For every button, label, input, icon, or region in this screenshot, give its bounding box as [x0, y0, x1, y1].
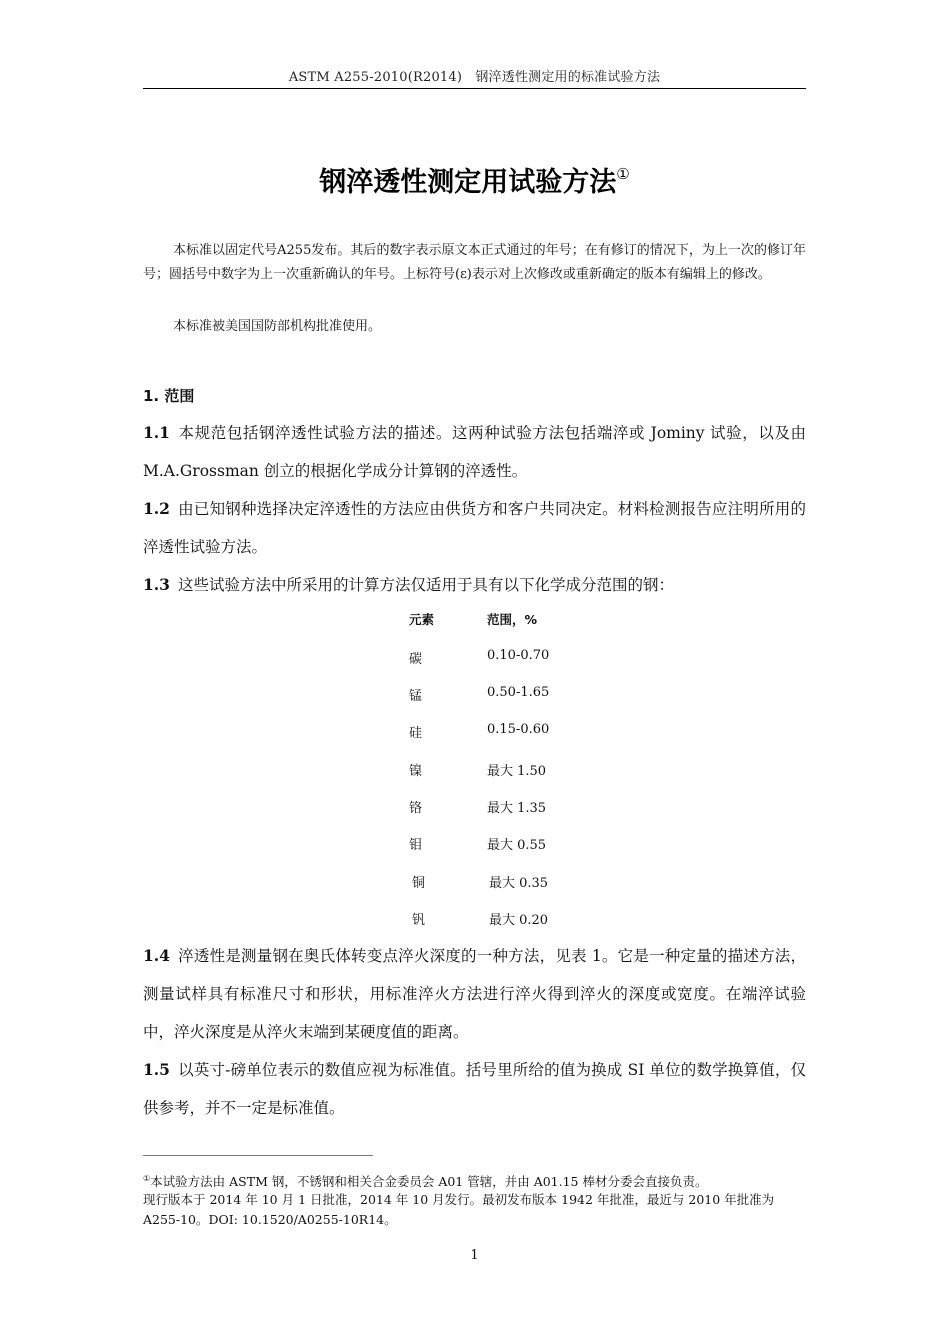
clause-number: 1.5 [143, 1060, 170, 1079]
header-rule [143, 88, 806, 89]
footnote-1-text: 本试验方法由 ASTM 钢，不锈钢和相关合金委员会 A01 管辖，并由 A01.15 棒材分委会直接负责。 [150, 1174, 708, 1189]
section-heading-scope: 1. 范围 [143, 387, 195, 405]
clause-1-4 [143, 937, 806, 1051]
document-title-text: 钢淬透性测定用试验方法 [319, 167, 617, 198]
composition-row-molybdenum [404, 834, 604, 854]
header-range: 范围，% [487, 612, 538, 627]
element-name: 铬 [409, 801, 423, 816]
clause-1-2 [143, 490, 806, 566]
element-range: 最大 0.20 [489, 913, 549, 928]
intro-paragraph-1: 本标准以固定代号A255发布。其后的数字表示原文本正式通过的年号；在有修订的情况下，为上一次的修订年号；圆括号中数字为上一次重新确认的年号。上标符号(ε)表示对上次修改或重新确定的版本有编辑上的修改。 [143, 243, 806, 282]
clause-number: 1.4 [143, 946, 170, 965]
element-name: 锰 [409, 689, 423, 704]
composition-row-carbon [404, 648, 604, 668]
composition-row-silicon [404, 722, 604, 742]
element-name: 硅 [409, 726, 423, 741]
element-range: 最大 1.50 [487, 764, 547, 779]
footnote-rule [143, 1155, 373, 1156]
clause-text: 由已知钢种选择决定淬透性的方法应由供货方和客户共同决定。材料检测报告应注明所用的淬透性试验方法。 [143, 500, 806, 556]
clause-1-5 [143, 1051, 806, 1127]
composition-row-chromium [404, 797, 604, 817]
clause-number: 1.2 [143, 499, 170, 518]
composition-row-vanadium [404, 909, 604, 929]
element-range: 最大 1.35 [487, 801, 547, 816]
footnote-2: 现行版本于 2014 年 10 月 1 日批准，2014 年 10 月发行。最初发布版本 1942 年批准，最近与 2010 年批准为 A255-10。DOI: 10.1520/A0255-10R14。 [143, 1192, 775, 1227]
footnote-1 [143, 1169, 806, 1192]
composition-table-header [404, 610, 604, 630]
composition-row-nickel [404, 760, 604, 780]
element-name: 铜 [412, 876, 426, 891]
composition-row-copper [404, 872, 604, 892]
clause-number: 1.3 [143, 575, 170, 594]
element-range: 最大 0.55 [487, 838, 547, 853]
title-footnote-mark: ① [616, 165, 630, 183]
clause-text: 以英寸-磅单位表示的数值应视为标准值。括号里所给的值为换成 SI 单位的数学换算值，仅供参考，并不一定是标准值。 [143, 1061, 806, 1117]
header-element: 元素 [409, 612, 435, 627]
document-title [143, 160, 806, 199]
element-range: 最大 0.35 [489, 876, 549, 891]
element-range: 0.10-0.70 [487, 648, 550, 663]
composition-row-manganese [404, 685, 604, 705]
clause-text: 本规范包括钢淬透性试验方法的描述。这两种试验方法包括端淬或 Jominy 试验，以及由 M.A.Grossman 创立的根据化学成分计算钢的淬透性。 [143, 424, 806, 480]
element-name: 钒 [412, 913, 426, 928]
clause-number: 1.1 [143, 423, 170, 442]
page-number: 1 [470, 1248, 479, 1263]
clause-text: 这些试验方法中所采用的计算方法仅适用于具有以下化学成分范围的钢： [177, 576, 674, 594]
clause-1-3 [143, 566, 806, 604]
running-header: ASTM A255-2010(R2014) 钢淬透性测定用的标准试验方法 [288, 70, 661, 85]
element-range: 0.50-1.65 [487, 685, 550, 700]
footnote-mark: ① [143, 1174, 151, 1183]
element-name: 镍 [409, 764, 423, 779]
element-range: 0.15-0.60 [487, 722, 550, 737]
element-name: 碳 [409, 652, 423, 667]
intro-paragraph-2: 本标准被美国国防部机构批准使用。 [173, 319, 382, 334]
clause-text: 淬透性是测量钢在奥氏体转变点淬火深度的一种方法，见表 1。它是一种定量的描述方法，测量试样具有标准尺寸和形状，用标准淬火方法进行淬火得到淬火的深度或宽度。在端淬试验中，淬火深度是从淬火末端到某硬度值的距离。 [143, 947, 806, 1041]
element-name: 钼 [409, 838, 423, 853]
clause-1-1 [143, 414, 806, 490]
